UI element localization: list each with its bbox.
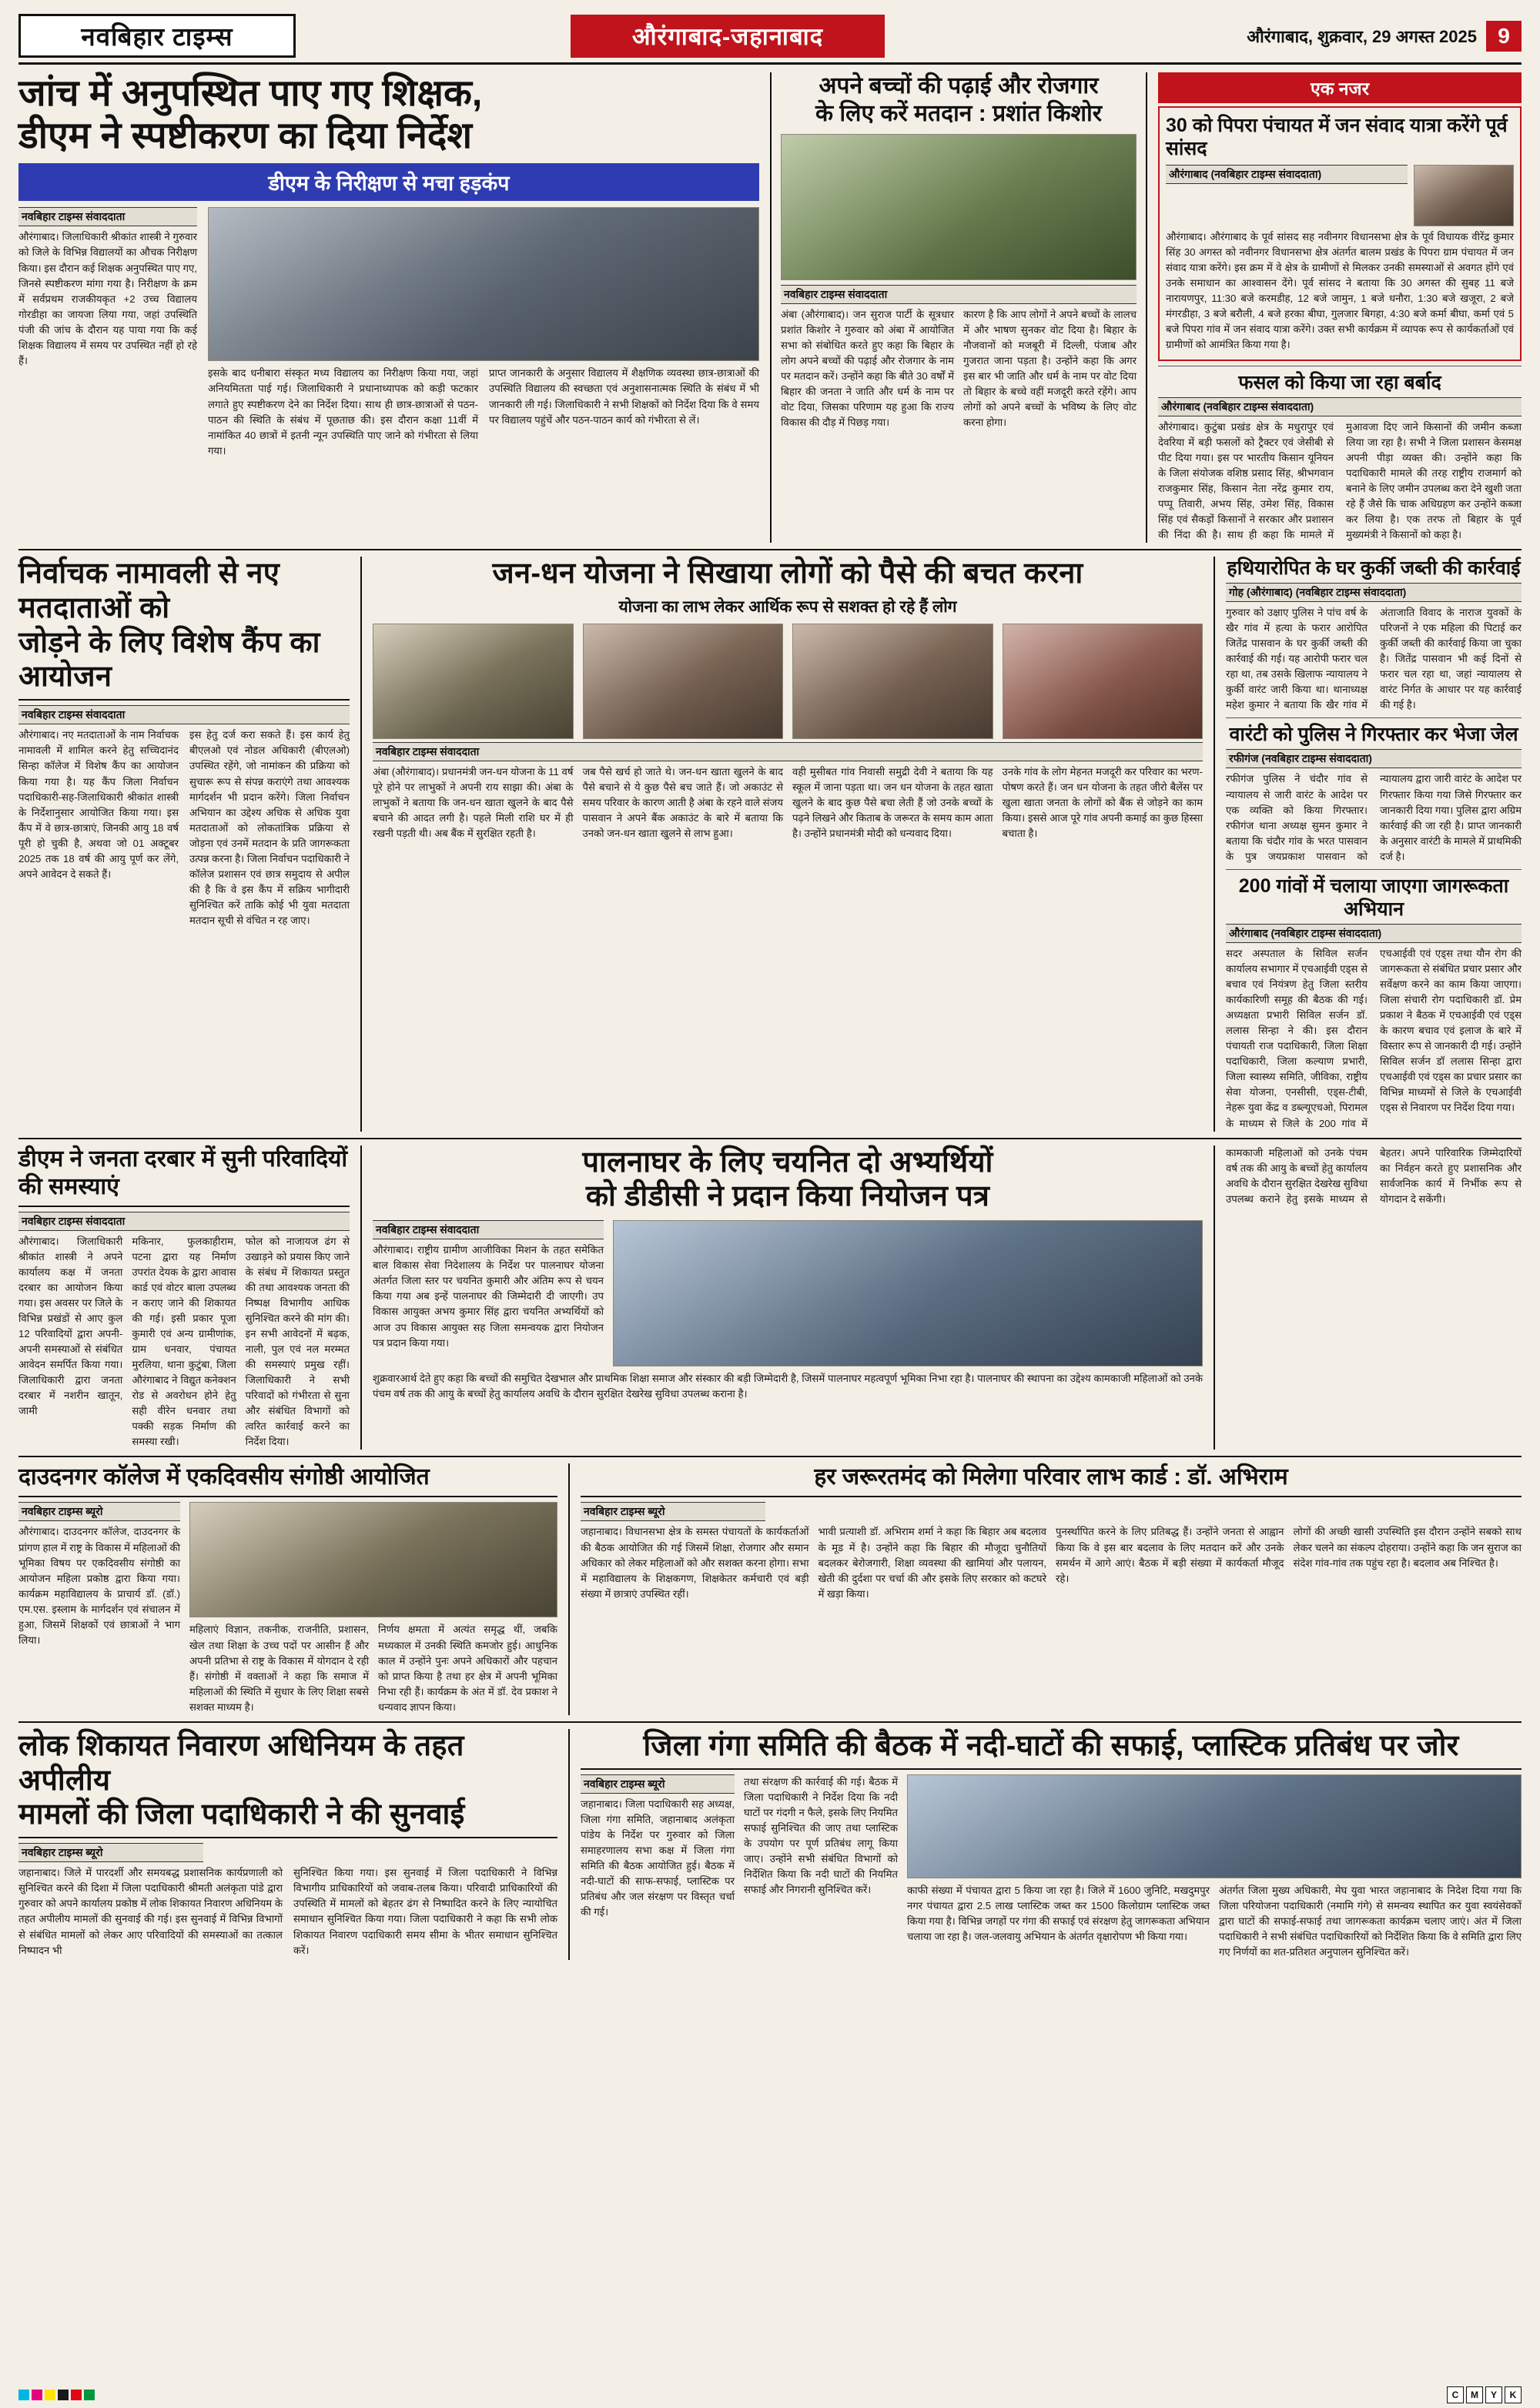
dm-janta-byline: नवबिहार टाइम्स संवाददाता	[18, 1212, 350, 1231]
daudnagar-headline: दाउदनगर कॉलेज में एकदिवसीय संगोष्ठी आयोजित	[18, 1464, 430, 1490]
warti-headline: वारंटी को पुलिस ने गिरफ्तार कर भेजा जेल	[1229, 724, 1518, 746]
third-band	[18, 1145, 1522, 1450]
masthead-right	[1160, 14, 1522, 58]
lead-headline-line2: डीएम ने स्पष्टीकरण का दिया निर्देश	[18, 115, 472, 157]
hathiyar-byline: गोह (औरंगाबाद) (नवबिहार टाइम्स संवाददाता)	[1226, 583, 1522, 602]
dm-janta-col2: मकिनार, फुलकाहीराम, पटना द्वारा यह निर्माण उपरांत देयक के द्वारा आवास कार्ड एवं वोटर बाला उपलब्ध न कराए जाने की शिकायत की गई। इसी प्रकार पूजा कुमारी एवं अन्य ग्रामीणांक, ग्राम धनवार, पंचायत मुरलिया, थाना कुटुंबा, जिला औरंगाबाद ने विद्युत कनेक्शन रोड से अवरोधन होने हेतु सही वीरेन धनवार तथा पक्की सड़क निर्माण की समस्या रखी।	[132, 1235, 236, 1448]
cmyk-marks	[1447, 2386, 1522, 2403]
jandhan-story	[360, 557, 1203, 1132]
lead-col2: इसके बाद धनीबारा संस्कृत मध्य विद्यालय का निरीक्षण किया गया, जहां अनियमितता पाई गई। जिलाधिकारी ने प्रधानाध्यापक को कड़ी फटकार लगाते हुए स्पष्टीकरण देने का निर्देश दिया। साथ ही छात्र-छात्राओं से पठन-पाठन की स्थिति के संबंध में पूछताछ की। इस दौरान कक्षा 11वीं में नामांकित 40 छात्रों में इतनी न्यून उपस्थिति पाए जाने को गंभीरता से लिया गया।	[208, 367, 478, 457]
jandhan-photo-3	[792, 624, 993, 739]
daudnagar-photo	[189, 1502, 557, 1617]
lead-headline-line1: जांच में अनुपस्थित पाए गए शिक्षक,	[18, 73, 483, 114]
lok-headline-line2: मामलों की जिला पदाधिकारी ने की सुनवाई	[18, 1798, 465, 1831]
eknazar-column	[1158, 72, 1522, 543]
newspaper-logo: नवबिहार टाइम्स	[18, 14, 296, 58]
fasal-body: औरंगाबाद। कुटुंबा प्रखंड क्षेत्र के मधुरापुर एवं देवरिया में बड़ी फसलों को ट्रैक्टर एवं जेसीबी से पीट दिया गया। इस पर भारतीय किसान यूनियन के जिला संयोजक वशिष्ठ प्रसाद सिंह, श्रीभगवान राजकुमार सिंह, किसान नेता नरेंद्र कुमार राय, पप्पू तिवारी, अभय सिंह, उमेश सिंह, विकास सिंह एवं सैकड़ों किसानों ने सरकार और प्रशासन की निंदा की है। साथ ही कहा कि मामले में मुआवजा दिए जाने किसानों की जमीन कब्जा लिया जा रहा है। सभी ने जिला प्रशासन केसमक्ष अपनी पीड़ा व्यक्त की। उन्होंने कहा कि पदाधिकारी मामले की तरह राष्ट्रीय राजमार्ग को बनाने के लिए जमीन उपलब्ध करा देने खुशी जता रहे हैं जैसे कि चाक अधिग्रहण कर उन्होंने कब्जा कर लिया है। एक तरफ तो बिहार के पूर्व मुख्यमंत्री ने किसानों को कहा है।	[1158, 420, 1522, 540]
lok-col1: जहानाबाद। जिले में पारदर्शी और समयबद्ध प्रशासनिक कार्यप्रणाली को सुनिश्चित करने की दिशा में जिला पदाधिकारी श्रीमती अलंकृता पांडे द्वारा गुरुवार को अपने कार्यालय प्रकोष्ठ में लोक शिकायत निवारण अधिनियम के तहत अपीलीय मामलों की सुनवाई की गई। इस सुनवाई में विभिन्न विभागों से संबंधित मामलों को लेकर आए परिवादियों की समस्याओं का तत्काल निष्पादन भी	[18, 1867, 283, 1956]
parivar-col1: जहानाबाद। विधानसभा क्षेत्र के समस्त पंचायतों के कार्यकर्ताओं की बैठक आयोजित की गई जिसमें शिक्षा, रोजगार और समान अधिकार को लेकर महिलाओं को और सशक्त करना होगा। सभा में महाविद्यालय के शिक्षकगण, शिक्षकेतर कर्मचारी एवं बड़ी संख्या में छात्राएं उपस्थित रहीं।	[581, 1526, 809, 1600]
dm-janta-story	[18, 1145, 350, 1450]
prashant-headline-line1: अपने बच्चों की पढ़ाई और रोजगार	[819, 73, 1099, 99]
lead-col3: प्राप्त जानकारी के अनुसार विद्यालय में शैक्षणिक व्यवस्था छात्र-छात्राओं की उपस्थिति विद्यालय की स्वच्छता एवं अनुशासनात्मक स्थिति के संबंध में भी जानकारी ली गई। जिलाधिकारी ने सभी शिक्षकों को निर्देश दिया कि वे समय पर विद्यालय पहुंचें और पठन-पाठन कार्य को गंभीरता से लें।	[489, 367, 759, 426]
cmyk-c: C	[1447, 2386, 1464, 2403]
hathiyar-headline: हथियारोपित के घर कुर्की जब्ती की कार्रवाई	[1227, 557, 1521, 579]
ganga-headline: जिला गंगा समिति की बैठक में नदी-घाटों की सफाई, प्लास्टिक प्रतिबंध पर जोर	[643, 1729, 1459, 1762]
lok-byline: नवबिहार टाइम्स ब्यूरो	[18, 1843, 203, 1862]
dm-janta-headline: डीएम ने जनता दरबार में सुनी परिवादियों की समस्याएं	[18, 1145, 348, 1199]
ganga-col1: जहानाबाद। जिला पदाधिकारी सह अध्यक्ष, जिला गंगा समिति, जहानाबाद अलंकृता पांडेय के निर्देश पर गुरुवार को जिला समाहरणालय सभा कक्ष में जिला गंगा समिति की बैठक आयोजित हुई। बैठक में नदी-घाटों की साफ-सफाई, प्लास्टिक पर प्रतिबंध और जल संरक्षण पर विस्तृत चर्चा की गई।	[581, 1798, 735, 1918]
jandhan-col4: उनके गांव के लोग मेहनत मजदूरी कर परिवार का भरण-पोषण करते हैं। जन धन योजना के तहत जीरो बैलेंस पर खुला खाता जनता के लोगों को बैंक से जोड़ने का काम किया। इससे आज पूरे गांव अपनी कमाई का कुछ हिस्सा बचाता है।	[1002, 765, 1203, 840]
edition-banner-wrap	[303, 14, 1152, 58]
eknazar-body: औरंगाबाद। औरंगाबाद के पूर्व सांसद सह नवीनगर विधानसभा क्षेत्र के पूर्व विधायक वीरेंद्र कुमार सिंह 30 अगस्त को नवीनगर विधानसभा क्षेत्र अंतर्गत बालम प्रखंड के पिपरा ग्राम पंचायत में जन संवाद यात्रा करेंगे। इस क्रम में वे क्षेत्र के ग्रामीणों से मिलकर उनकी समस्याओं से अवगत होंगे एवं उनके समाधान का आश्वासन देंगे। पूर्व सांसद ने बताया कि 30 अगस्त की सुबह 11 बजे नारायणपुर, 11:30 बजे करमडीह, 12 बजे जामुन, 1 बजे धनौरा, 1:30 बजे खजूरा, 2 बजे मंगरडीहा, 3 बजे बरौली, 4 बजे हरका बीघा, गुलजार बिगहा, 4:30 बजे कर्मा बीघा, कर्मा एवं 5 बजे पिपरा गांव में जन संवाद यात्रा करेंगे। उक्त सभी कार्यक्रम में व्यापक रूप से कार्यकर्ताओं एवं ग्रामीणों को आमंत्रित किया गया है।	[1166, 231, 1514, 351]
nirvachak-col2: इस हेतु दर्ज करा सकते हैं। इस कार्य हेतु बीएलओ एवं नोडल अधिकारी (बीएलओ) उपस्थित रहेंगे, जो नामांकन की प्रक्रिया को सुचारू रूप से संपन्न कराएंगे तथा आवश्यक मार्गदर्शन भी प्रदान करेंगे। जिला निर्वाचन अभियान का उद्देश्य अधिक से अधिक युवा मतदाताओं को लोकतांत्रिक प्रक्रिया से जोड़ना एवं उनमें मतदान के प्रति जागरूकता उत्पन्न करना है। जिला निर्वाचन पदाधिकारी ने कॉलेज प्रशासन एवं छात्र समुदाय से अपील की है कि वे इस कैंप में सक्रिय भागीदारी सुनिश्चित करें ताकि कोई भी युवा मतदाता मतदान सूची से वंचित न रह जाए।	[189, 729, 350, 927]
eknazar-headline: 30 को पिपरा पंचायत में जन संवाद यात्रा करेंगे पूर्व सांसद	[1166, 115, 1508, 159]
fasal-headline: फसल को किया जा रहा बर्बाद	[1238, 371, 1441, 393]
daudnagar-col3: निर्णय क्षमता में अत्यंत समृद्ध थीं, जबकि मध्यकाल में उनकी स्थिति कमजोर हुई। आधुनिक काल में उन्होंने पुनः अपने अधिकारों और पहचान को प्राप्त किया है तथा हर क्षेत्र में अपनी भूमिका निभा रही हैं। कार्यक्रम के अंत में डॉ. देव प्रकाश ने धन्यवाद ज्ञापन किया।	[378, 1624, 557, 1713]
jandhan-col1: अंबा (औरंगाबाद)। प्रधानमंत्री जन-धन योजना के 11 वर्ष पूरे होने पर लाभुकों ने अपनी राय साझा की। अंबा के लाभुकों ने बताया कि जन-धन खाता खुलने के बाद पैसे बचाने की आदत लगी है। पहले मिली राशि घर में ही रखनी पड़ती थी। अब बैंक में सुरक्षित रहती है।	[373, 765, 574, 840]
dateline: औरंगाबाद, शुक्रवार, 29 अगस्त 2025	[1247, 26, 1477, 46]
ganga-byline: नवबिहार टाइम्स ब्यूरो	[581, 1774, 735, 1794]
palnaghar-col1: औरंगाबाद। राष्ट्रीय ग्रामीण आजीविका मिशन के तहत समेकित बाल विकास सेवा निदेशालय के निर्देश पर पालनाघर योजना अंतर्गत जिला स्तर पर चयनित कुमारी और अंतिम रूप से चयन किया गया अब इन्हें पालनाघर की जिम्मेदारी दी जाएगी। उप विकास आयुक्त अभय कुमार सिंह द्वारा चयनित अभ्यर्थियों को आज उप विकास आयुक्त सह जिला समन्वयक द्वारा नियोजन पत्र प्रदान किया गया।	[373, 1244, 604, 1349]
palnaghar-headline-line2: को डीडीसी ने प्रदान किया नियोजन पत्र	[585, 1180, 990, 1213]
parivar-col2: भावी प्रत्याशी डॉ. अभिराम शर्मा ने कहा कि बिहार अब बदलाव के मूड में है। उन्होंने कहा कि बिहार की मौजूदा चुनौतियों बदलकर बेरोजगारी, शिक्षा व्यवस्था की खामियां और पलायन, खेती की दुर्दशा पर चर्चा की और इसके लिए सरकार को कटघरे में खड़ा किया।	[818, 1526, 1046, 1600]
prashant-byline: नवबिहार टाइम्स संवाददाता	[781, 285, 1137, 304]
swatch-red	[71, 2390, 82, 2400]
prashant-story	[770, 72, 1147, 543]
lok-col2: सुनिश्चित किया गया। इस सुनवाई में जिला पदाधिकारी ने विभिन्न विभागीय प्राधिकारियों को जवाब-तलब किया। परिवादी प्राधिकारियों की उपस्थिति में मामलों को बेहतर ढंग से निष्पादित करने के लिए न्यायोचित समाधान सुनिश्चित किया गया। जिला पदाधिकारी ने कहा कि सभी लोक शिकायत निवारण पदाधिकारी समय सीमा के भीतर समाधान सुनिश्चित करें।	[293, 1867, 557, 1956]
swatch-magenta	[32, 2390, 42, 2400]
cmyk-m: M	[1466, 2386, 1483, 2403]
parivar-col3: पुनर्स्थापित करने के लिए प्रतिबद्ध हैं। उन्होंने जनता से आह्वान किया कि वे इस बार बदलाव के लिए मतदान करें और उनके समर्थन में आगे आएं। बैठक में बड़ी संख्या में कार्यकर्ता मौजूद रहे।	[1056, 1526, 1284, 1584]
palnaghar-headline-line1: पालनाघर के लिए चयनित दो अभ्यर्थियों	[582, 1145, 993, 1179]
dm-janta-col3: फोल को नाजायज ढंग से उखाड़ने को प्रयास किए जाने के संबंध में शिकायत प्रस्तुत की तथा आवश्यक जनता की निष्पक्ष विभागीय आधिक सुनिश्चित करने की मांग की। इन सभी आवेदनों में बढ़क, नाली, पुल एवं नल मरम्मत की समस्याएं प्रमुख रहीं। जिलाधिकारी ने सभी परिवादों को गंभीरता से सुना और संबंधित विभागों को त्वरित कार्रवाई करने का निर्देश दिया।	[245, 1235, 350, 1448]
edition-banner: औरंगाबाद-जहानाबाद	[571, 15, 885, 58]
daudnagar-story	[18, 1463, 557, 1714]
jandhan-col3: वही मुसीबत गांव निवासी समुद्री देवी ने बताया कि यह स्कूल में जाना पड़ता था। जन धन योजना के तहत खाता खुलने के बाद कुछ पैसे बचा लेती हैं जो उनके बच्चों के पढ़ने लिखने और किताब के जरूरत के समय काम आता है। उन्होंने प्रधानमंत्री मोदी को धन्यवाद दिया।	[792, 765, 993, 840]
jandhan-headline: जन-धन योजना ने सिखाया लोगों को पैसे की बचत करना	[492, 557, 1083, 590]
fasal-byline: औरंगाबाद (नवबिहार टाइम्स संवाददाता)	[1158, 397, 1522, 416]
hiv-headline: 200 गांवों में चलाया जाएगा जागरूकता अभियान	[1238, 875, 1509, 920]
swatch-cyan	[18, 2390, 29, 2400]
fourth-band	[18, 1463, 1522, 1714]
jandhan-col2: जब पैसे खर्च हो जाते थे। जन-धन खाता खुलने के बाद पैसे बचाने से ये कुछ पैसे बच जाते हैं। जो अकाउंट से समय परिवार के कारण आती है अंबा के रहने वाले संजय पासवान ने अपने बैंक अकाउंट के बारे में बताया कि उनको जन-धन खाता खुलने से लाभ हुआ।	[582, 765, 783, 840]
right-rail-second	[1214, 557, 1522, 1132]
prashant-headline-line2: के लिए करें मतदान : प्रशांत किशोर	[815, 101, 1103, 126]
lead-col1: औरंगाबाद। जिलाधिकारी श्रीकांत शास्त्री ने गुरुवार को जिले के विभिन्न विद्यालयों का औचक निरीक्षण किया। इस दौरान कई शिक्षक अनुपस्थित पाए गए, जिनसे स्पष्टीकरण मांगा गया है। निरीक्षण के क्रम में सर्वप्रथम राजकीयकृत +2 उच्च विद्यालय गोरडीहा का जायजा लिया गया, जहां उपस्थिति पंजी की जांच के दौरान यह पाया गया कि कई शिक्षक विद्यालय में समय पर उपस्थित नहीं हो रहे हैं।	[18, 231, 197, 366]
cmyk-y: Y	[1485, 2386, 1502, 2403]
parivar-story	[568, 1463, 1522, 1714]
daudnagar-byline: नवबिहार टाइम्स ब्यूरो	[18, 1502, 180, 1521]
nirvachak-headline-line2: जोड़ने के लिए विशेष कैंप का आयोजन	[18, 626, 320, 694]
hathiyar-body: गुरुवार को उक्षाए पुलिस ने पांच वर्ष के खैर गांव में हत्या के फरार आरोपित जितेंद्र पासवान के घर कुर्की जब्ती की कार्रवाई की गई। यह आरोपी फरार चल रहा था, तब उसके खिलाफ न्यायालय ने कुर्की वारंट जारी किया था। थानाध्यक्ष महेश कुमार ने बताया कि खैर गांव में अंताजाति विवाद के नाराज युवकों के परिजनों ने एक महिला की पिटाई कर कुर्की जब्ती की कार्रवाई किया जा चुका है। जितेंद्र पासवान भी कई दिनों से फरार चल रहा था, जहां न्यायालय से वारंट निर्गत के आधार पर यह कार्रवाई की गई है।	[1226, 607, 1522, 711]
hiv-byline: औरंगाबाद (नवबिहार टाइम्स संवाददाता)	[1226, 924, 1522, 943]
lead-subhead: डीएम के निरीक्षण से मचा हड़कंप	[18, 163, 759, 201]
nirvachak-byline: नवबिहार टाइम्स संवाददाता	[18, 705, 350, 724]
parivar-col4: लोगों की अच्छी खासी उपस्थिति इस दौरान उन्होंने सबको साथ लेकर चलने का संकल्प दोहराया। उन्होंने कहा कि जन सुराज का संदेश गांव-गांव तक पहुंच रहा है। बदलाव अब निश्चित है।	[1293, 1526, 1522, 1569]
warti-byline: रफीगंज (नवबिहार टाइम्स संवाददाता)	[1226, 749, 1522, 768]
nirvachak-col1: औरंगाबाद। नए मतदाताओं के नाम निर्वाचक नामावली में शामिल करने हेतु सच्चिदानंद सिन्हा कॉलेज में विशेष कैंप का आयोजन किया गया है। यह कैंप जिला निर्वाचन पदाधिकारी-सह-जिलाधिकारी श्रीकांत शास्त्री के निर्देशानुसार आयोजित किया गया। इस कैंप में वे छात्र-छात्राएं, जिनकी आयु 18 वर्ष पूरी हो चुकी है, अथवा जो 01 अक्टूबर 2025 तक 18 वर्ष की आयु पूर्ण कर लेंगे, अपने आवेदन दे सकते हैं।	[18, 729, 179, 880]
cmyk-k: K	[1505, 2386, 1522, 2403]
page-number: 9	[1486, 21, 1522, 52]
prashant-col2: कारण है कि आप लोगों ने अपने बच्चों के लालच में और भाषण सुनकर वोट दिया है। बिहार के नौजवानों को मजबूरी में दिल्ली, पंजाब और गुजरात जाना पड़ता है। उन्होंने कहा कि अगर इस बार भी जाति और धर्म के नाम पर वोट दिया तो बिहार के बच्चे वहीं मजदूरी करते रहेंगे। आप लोगों को अपने बच्चों के भविष्य के लिए वोट करना होगा।	[963, 309, 1137, 429]
second-band	[18, 557, 1522, 1132]
color-swatches	[18, 2390, 95, 2400]
ganga-col3: काफी संख्या में पंचायत द्वारा 5 किया जा रहा है। जिले में 1600 जुनिटि, मखदुमपुर नगर पंचायत द्वारा 2.5 लाख प्लास्टिक जब्त कर 1500 किलोग्राम प्लास्टिक जब्त किया गया है। विभिन्न जगहों पर गंगा की सफाई एवं संरक्षण हेतु जागरूकता अभियान चलाया जा रहा है। जल-जलवायु अभियान के अंतर्गत वृक्षारोपण भी किया गया।	[907, 1884, 1210, 1942]
masthead	[18, 14, 1522, 65]
palnaghar-byline: नवबिहार टाइम्स संवाददाता	[373, 1220, 604, 1239]
top-section	[18, 72, 1522, 543]
parivar-byline: नवबिहार टाइम्स ब्यूरो	[581, 1502, 765, 1521]
swatch-green	[84, 2390, 95, 2400]
lead-story	[18, 72, 759, 543]
ganga-photo	[907, 1774, 1522, 1878]
jandhan-photo-4	[1003, 624, 1204, 739]
daudnagar-col2: महिलाएं विज्ञान, तकनीक, राजनीति, प्रशासन, खेल तथा शिक्षा के उच्च पदों पर आसीन हैं और अपनी प्रतिभा से राष्ट्र के विकास में योगदान दे रही हैं। संगोष्ठी में वक्ताओं ने कहा कि समाज में महिलाओं की स्थिति में सुधार के लिए शिक्षा सबसे सशक्त माध्यम है।	[189, 1624, 369, 1713]
nirvachak-headline-line1: निर्वाचक नामावली से नए मतदाताओं को	[18, 557, 280, 624]
prashant-photo	[781, 134, 1137, 280]
prashant-col1: अंबा (औरंगाबाद)। जन सुराज पार्टी के सूत्रधार प्रशांत किशोर ने गुरुवार को अंबा में आयोजित सभा को संबोधित करते हुए कहा कि बिहार के लोग अपने बच्चों की पढ़ाई और रोजगार के नाम पर मतदान करें। उन्होंने कहा कि बीते 30 वर्षों में बिहार की जनता ने जाति और धर्म के नाम पर वोट दिया, जिसका परिणाम यह हुआ कि राज्य विकास की दौड़ में पिछड़ गया।	[781, 309, 954, 429]
ganga-story	[568, 1729, 1522, 1960]
lead-byline: नवबिहार टाइम्स संवाददाता	[18, 207, 197, 226]
swatch-yellow	[45, 2390, 55, 2400]
eknazar-box	[1158, 106, 1522, 361]
fifth-band	[18, 1729, 1522, 1960]
eknazar-byline: औरंगाबाद (नवबिहार टाइम्स संवाददाता)	[1166, 165, 1408, 184]
daudnagar-col1: औरंगाबाद। दाउदनगर कॉलेज, दाउदनगर के प्रांगण हाल में राष्ट्र के विकास में महिलाओं की भूमिका विषय पर एकदिवसीय संगोष्ठी का आयोजन महिला प्रकोष्ठ द्वारा किया गया। कार्यक्रम महाविद्यालय के प्राचार्य डॉ. (डॉ.) एम.एस. इस्लाम के मार्गदर्शन एवं संचालन में हुआ, जिसमें शिक्षकों एवं छात्राओं ने भाग लिया।	[18, 1526, 180, 1646]
ganga-col4: अंतर्गत जिला मुख्य अधिकारी, मेघ युवा भारत जहानाबाद के निदेश दिया गया कि जिला परियोजना पदाधिकारी (नमामि गंगे) से समन्वय स्थापित कर युवा स्वयंसेवकों द्वारा घाटों की सफाई-सफाई तथा जागरूकता कार्यक्रम चलाए जाएं। अंत में जिला पदाधिकारी ने सभी संबंधित पदाधिकारियों को निर्देशित किया कि वे समिति द्वारा लिए गए निर्णयों का शत-प्रतिशत अनुपालन सुनिश्चित करें।	[1219, 1884, 1522, 1958]
palnaghar-col2: शुक्रवारआर्थ देते हुए कहा कि बच्चों की समुचित देखभाल और प्राथमिक शिक्षा समाज और संस्कार की बड़ी जिम्मेदारी है, जिसमें पालनाघर महत्वपूर्ण भूमिका निभा रहा है। पालनाघर की स्थापना का उद्देश्य कामकाजी महिलाओं को उनके पंचम वर्ष तक की आयु के बच्चों हेतु कार्यालय अवधि के दौरान सुरक्षित देखरेख सुविधा उपलब्ध कराना है।	[373, 1373, 1203, 1400]
palnaghar-photo	[613, 1220, 1203, 1366]
warti-body: रफीगंज पुलिस ने चंदौर गांव से न्यायालय से जारी वारंट के आदेश पर एक व्यक्ति को किया गिरफ्तार। रफीगंज थाना अध्यक्ष सुमन कुमार ने बताया कि चंदौर गांव के भरत पासवान के पुत्र जयप्रकाश पासवान को न्यायालय द्वारा जारी वारंट के आदेश पर गिरफ्तार किया गया जिसे गिरफ्तार कर जानकारी दिया गया। पुलिस द्वारा अग्रिम कार्रवाई की जा रही है। प्राप्त जानकारी के अनुसार वारंटी के मामले में प्राथमिकी दर्ज है।	[1226, 773, 1522, 862]
swatch-black	[58, 2390, 69, 2400]
jandhan-photo-2	[583, 624, 784, 739]
jandhan-kicker: योजना का लाभ लेकर आर्थिक रूप से सशक्त हो रहे हैं लोग	[618, 597, 957, 616]
print-registration-bar	[18, 2386, 1522, 2403]
lok-headline-line1: लोक शिकायत निवारण अधिनियम के तहत अपीलीय	[18, 1729, 464, 1797]
nirvachak-story	[18, 557, 350, 1132]
parivar-headline: हर जरूरतमंद को मिलेगा परिवार लाभ कार्ड : डॉ. अभिराम	[814, 1464, 1288, 1490]
eknazar-photo	[1414, 165, 1514, 226]
palnaghar-story	[360, 1145, 1203, 1450]
lead-photo	[208, 207, 759, 361]
eknazar-title: एक नजर	[1158, 72, 1522, 103]
hiv-body: सदर अस्पताल के सिविल सर्जन कार्यालय सभागार में एचआईवी एड्स से बचाव एवं नियंत्रण हेतु जिला स्तरीय कार्यकारिणी समूह की बैठक की गई। अध्यक्षता प्रभारी सिविल सर्जन डॉ. ललास सिन्हा ने की। इस दौरान पंचायती राज पदाधिकारी, जिला शिक्षा पदाधिकारी, जिला कल्याण प्रभारी, जिला स्वास्थ्य समिति, जीविका, राष्ट्रीय सेवा योजना, एनसीसी, एड्स-टीबी, नेहरू युवा केंद्र व डब्ल्यूएचओ, पिरामल के माध्यम से जिले के 200 गांव में एचआईवी एवं एड्स तथा यौन रोग की जागरूकता से संबंधित प्रचार प्रसार और सर्वेक्षण करने का काम किया जाएगा। जिला संचारी रोग पदाधिकारी डॉ. प्रेम प्रकाश ने बैठक में एचआईवी एवं एड्स के कारण बचाव एवं इलाज के बारे में विस्तार रूप से जानकारी दी गई। उन्होंने सिविल सर्जन डॉ ललास सिन्हा द्वारा एचआईवी एवं एड्स का प्रचार प्रसार का विभिन्न माध्यमों से जिले के एचआईवी एड्स से निवारण पर निर्देश दिया गया।	[1226, 947, 1522, 1129]
ganga-col2: तथा संरक्षण की कार्रवाई की गई। बैठक में जिला पदाधिकारी ने निर्देश दिया कि नदी घाटों पर गंदगी न फैले, इसके लिए नियमित सफाई सुनिश्चित की जाए तथा प्लास्टिक के उपयोग पर पूर्ण प्रतिबंध लागू किया जाए। उन्होंने सभी संबंधित विभागों को निर्देशित किया कि नदी घाटों की नियमित सफाई और निगरानी सुनिश्चित करें।	[744, 1775, 898, 1896]
jandhan-byline: नवबिहार टाइम्स संवाददाता	[373, 742, 1203, 761]
jandhan-photo-1	[373, 624, 574, 739]
dm-janta-col1: औरंगाबाद। जिलाधिकारी श्रीकांत शास्त्री ने अपने कार्यालय कक्ष में जनता दरबार का आयोजन किया गया। इस अवसर पर जिले के विभिन्न प्रखंडों से आए कुल 12 परिवादियों द्वारा अपनी-अपनी समस्याओं से संबंधित आवेदन समर्पित किया गया। जिलाधिकारी द्वारा जनता दरबार में नशरीन खातून, जामी	[18, 1235, 123, 1417]
dm-janta-col4: कामकाजी महिलाओं को उनके पंचम वर्ष तक की आयु के बच्चों हेतु कार्यालय अवधि के दौरान सुरक्षित देखरेख सुविधा उपलब्ध कराने हेतु इसके माध्यम से बेहतर। अपने पारिवारिक जिम्मेदारियों का निर्वहन करते हुए प्रशासनिक और सार्वजनिक कार्य में निर्भीक रूप से योगदान दे सकेंगी।	[1226, 1146, 1522, 1205]
third-band-rail	[1214, 1145, 1522, 1450]
lok-shikayat-story	[18, 1729, 557, 1960]
